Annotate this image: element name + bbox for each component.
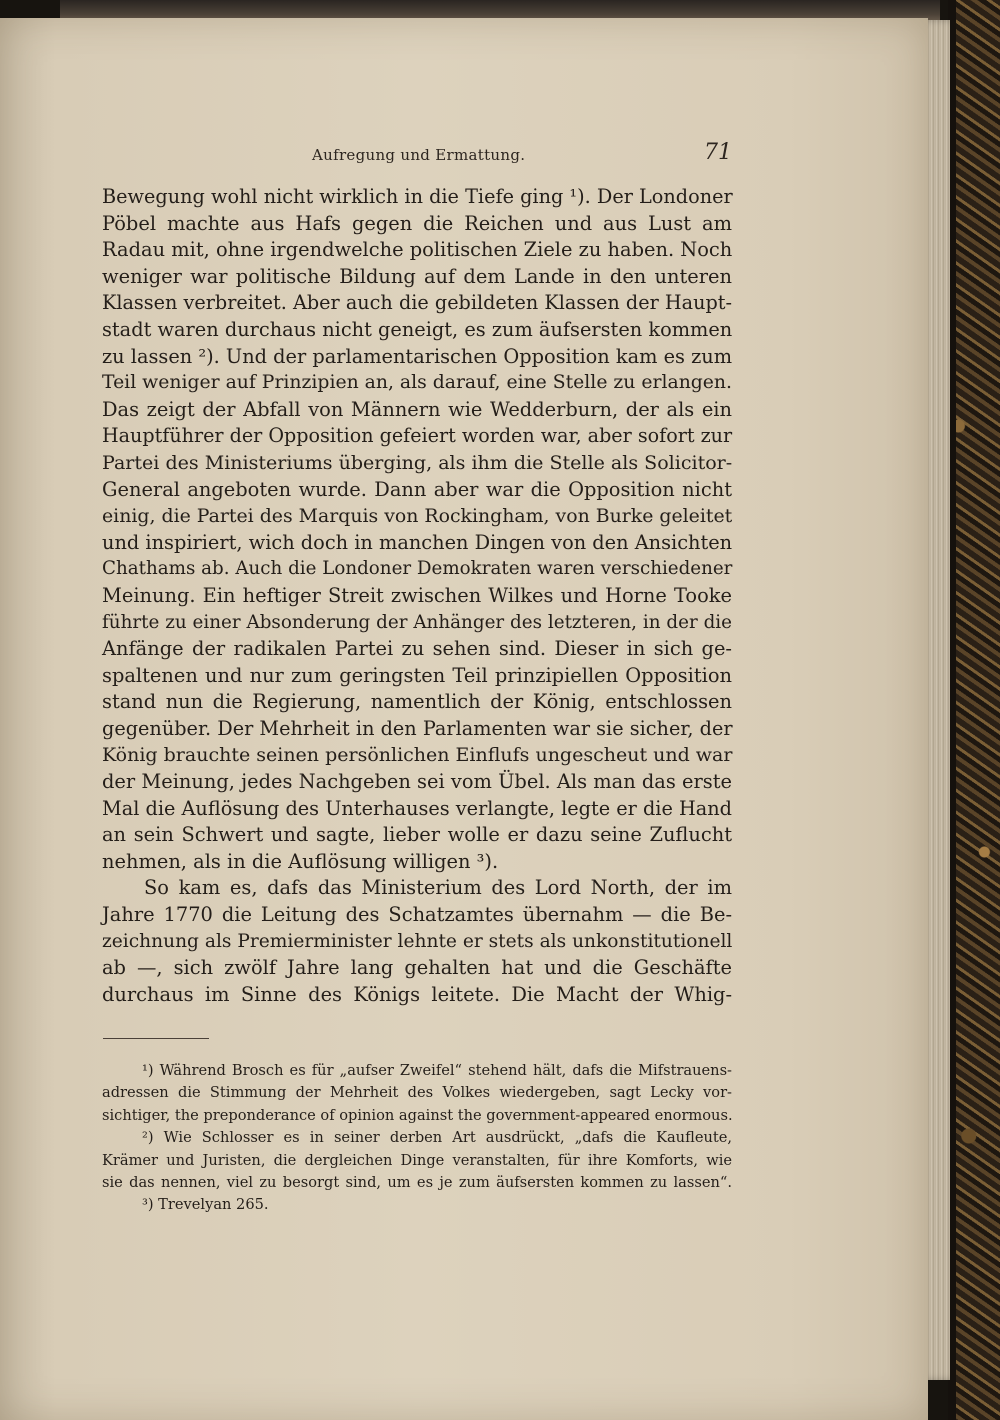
body-line: Teil weniger auf Prinzipien an, als darauf, eine Stelle zu erlangen. <box>102 372 732 394</box>
body-line: Das zeigt der Abfall von Männern wie Wedderburn, der als ein <box>102 397 732 421</box>
body-line-paragraph-start: So kam es, dafs das Ministerium des Lord North, der im <box>144 876 732 900</box>
footnote-2-line: ²) Wie Schlosser es in seiner derben Art ausdrückt, „dafs die Kaufleute, <box>142 1129 732 1147</box>
body-line: Klassen verbreitet. Aber auch die gebildeten Klassen der Haupt- <box>102 291 732 315</box>
footnote-rule <box>103 1038 209 1039</box>
body-line: Chathams ab. Auch die Londoner Demokraten waren verschiedener <box>102 558 733 580</box>
footnotes <box>102 1060 732 1217</box>
body-line: Anfänge der radikalen Partei zu sehen sind. Dieser in sich ge- <box>102 637 732 661</box>
body-line: und inspiriert, wich doch in manchen Dingen von den Ansichten <box>102 530 733 554</box>
body-line: zu lassen ²). Und der parlamentarischen Opposition kam es zum <box>102 344 733 368</box>
body-line: stand nun die Regierung, namentlich der König, entschlossen <box>102 690 732 714</box>
running-title: Aufregung und Ermattung. <box>312 146 526 164</box>
body-line: weniger war politische Bildung auf dem Lande in den unteren <box>102 264 732 288</box>
footnote-2-line: Krämer und Juristen, die dergleichen Dinge veranstalten, für ihre Komforts, wie <box>102 1151 732 1169</box>
body-line: Partei des Ministeriums überging, als ihm die Stelle als Solicitor- <box>102 451 733 474</box>
body-line: ab —, sich zwölf Jahre lang gehalten hat und die Geschäfte <box>102 956 732 980</box>
body-line: Radau mit, ohne irgendwelche politischen Ziele zu haben. Noch <box>102 238 733 262</box>
body-line: König brauchte seinen persönlichen Einflufs ungescheut und war <box>102 744 733 767</box>
page-header <box>102 140 732 172</box>
body-line: einig, die Partei des Marquis von Rockingham, von Burke geleitet <box>102 505 733 528</box>
body-line: Meinung. Ein heftiger Streit zwischen Wilkes und Horne Tooke <box>102 583 732 607</box>
body-line: spaltenen und nur zum geringsten Teil prinzipiellen Opposition <box>102 663 732 687</box>
body-line: Bewegung wohl nicht wirklich in die Tiefe ging ¹). Der Londoner <box>102 185 733 208</box>
body-line: zeichnung als Premierminister lehnte er stets als unkonstitutionell <box>102 930 733 952</box>
body-line: Hauptführer der Opposition gefeiert worden war, aber sofort zur <box>102 424 733 448</box>
body-line: General angeboten wurde. Dann aber war die Opposition nicht <box>102 477 732 501</box>
footnote-2-line: sie das nennen, viel zu besorgt sind, um es je zum äufsersten kommen zu lassen“. <box>102 1173 732 1191</box>
body-line: Pöbel machte aus Hafs gegen die Reichen und aus Lust am <box>102 211 732 235</box>
body-line: gegenüber. Der Mehrheit in den Parlamenten war sie sicher, der <box>102 716 733 740</box>
footnote-1-line: ¹) Während Brosch es für „aufser Zweifel“ stehend hält, dafs die Mifstrauens- <box>142 1062 732 1079</box>
body-text <box>102 184 732 1008</box>
page-number: 71 <box>704 140 732 165</box>
body-line: stadt waren durchaus nicht geneigt, es zum äufsersten kommen <box>102 317 733 341</box>
body-line: der Meinung, jedes Nachgeben sei vom Übel. Als man das erste <box>102 770 732 794</box>
body-line: führte zu einer Absonderung der Anhänger des letzteren, in der die <box>102 611 732 633</box>
body-line: durchaus im Sinne des Königs leitete. Die Macht der Whig- <box>102 982 732 1006</box>
footnote-3-line: ³) Trevelyan 265. <box>142 1196 269 1214</box>
footnote-1-line: sichtiger, the preponderance of opinion against the government-appeared enormous. <box>102 1106 733 1124</box>
body-line: Jahre 1770 die Leitung des Schatzamtes übernahm — die Be- <box>102 903 732 927</box>
footnote-1-line: adressen die Stimmung der Mehrheit des Volkes wiedergeben, sagt Lecky vor- <box>102 1084 732 1102</box>
body-line: Mal die Auflösung des Unterhauses verlangte, legte er die Hand <box>102 796 733 820</box>
marbled-cover-edge <box>948 0 1000 1420</box>
body-line: an sein Schwert und sagte, lieber wolle er dazu seine Zuflucht <box>102 823 732 847</box>
body-line: nehmen, als in die Auflösung willigen ³). <box>102 849 499 873</box>
